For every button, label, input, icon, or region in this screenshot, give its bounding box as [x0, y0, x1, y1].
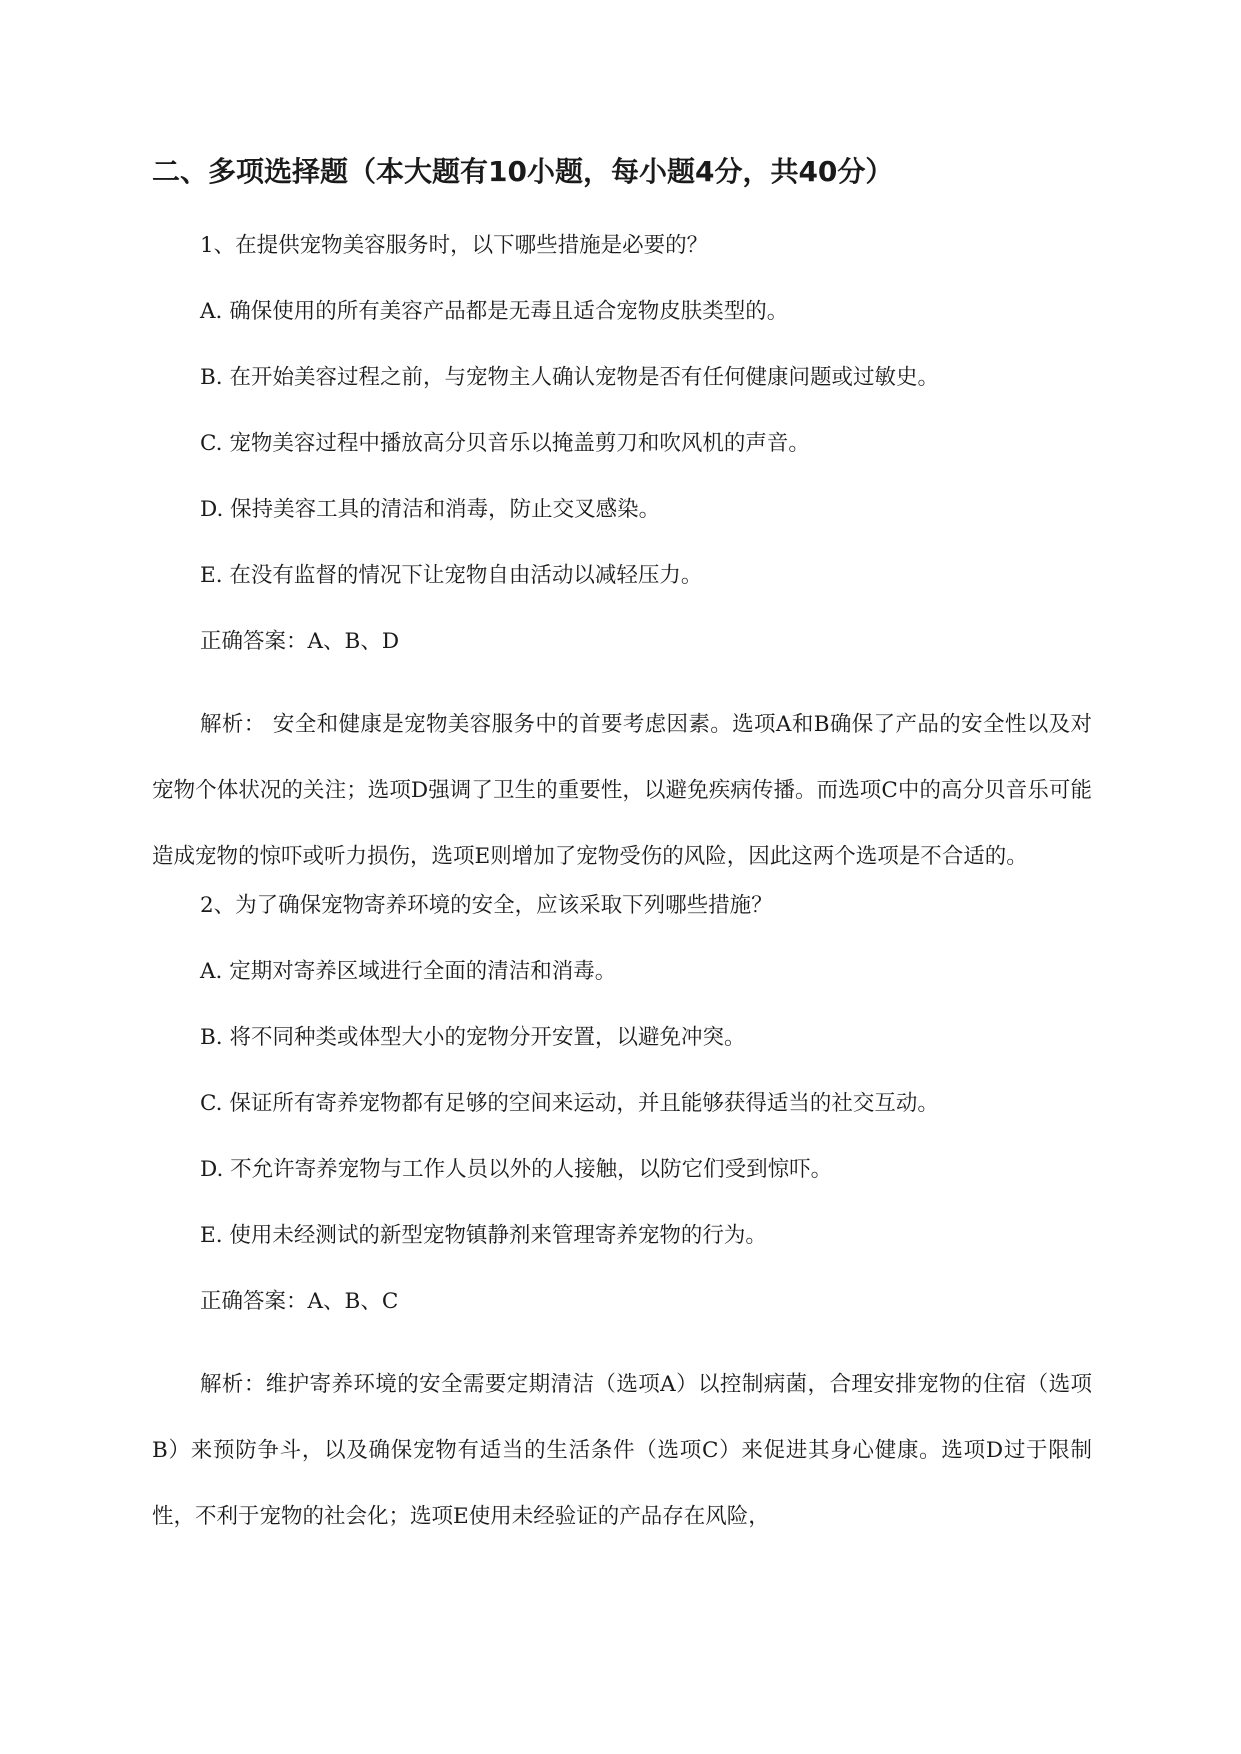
questions-content: [152, 230, 1092, 1550]
option-d: D. 保持美容工具的清洁和消毒，防止交叉感染。: [200, 497, 661, 522]
question-stem: 2、为了确保宠物寄养环境的安全，应该采取下列哪些措施？: [200, 893, 773, 918]
option-b: B. 在开始美容过程之前，与宠物主人确认宠物是否有任何健康问题或过敏史。: [200, 365, 939, 390]
option-e: E. 使用未经测试的新型宠物镇静剂来管理寄养宠物的行为。: [200, 1223, 767, 1248]
question-stem: 1、在提供宠物美容服务时，以下哪些措施是必要的？: [200, 233, 709, 258]
option-c: C. 宠物美容过程中播放高分贝音乐以掩盖剪刀和吹风机的声音。: [200, 431, 810, 456]
analysis: 解析：维护寄养环境的安全需要定期清洁（选项A）以控制病菌，合理安排宠物的住宿（选项B）来预防争斗，以及确保宠物有适当的生活条件（选项C）来促进其身心健康。选项D过于限制性，不利于宠物的社会化；选项E使用未经验证的产品存在风险，: [152, 1372, 1092, 1529]
option-b: B. 将不同种类或体型大小的宠物分开安置，以避免冲突。: [200, 1025, 746, 1050]
question-2: [152, 890, 1092, 1550]
correct-answer: 正确答案：A、B、C: [200, 1289, 399, 1314]
option-a: A. 定期对寄养区域进行全面的清洁和消毒。: [200, 959, 617, 984]
analysis: 解析： 安全和健康是宠物美容服务中的首要考虑因素。选项A和B确保了产品的安全性以及对宠物个体状况的关注；选项D强调了卫生的重要性，以避免疾病传播。而选项C中的高分贝音乐可能造成宠物的惊吓或听力损伤，选项E则增加了宠物受伤的风险，因此这两个选项是不合适的。: [152, 712, 1092, 869]
option-d: D. 不允许寄养宠物与工作人员以外的人接触，以防它们受到惊吓。: [200, 1157, 833, 1182]
correct-answer: 正确答案：A、B、D: [200, 629, 400, 654]
section-title: 二、多项选择题（本大题有10小题，每小题4分，共40分）: [152, 155, 894, 188]
question-1: [152, 230, 1092, 890]
option-c: C. 保证所有寄养宠物都有足够的空间来运动，并且能够获得适当的社交互动。: [200, 1091, 939, 1116]
option-a: A. 确保使用的所有美容产品都是无毒且适合宠物皮肤类型的。: [200, 299, 789, 324]
option-e: E. 在没有监督的情况下让宠物自由活动以减轻压力。: [200, 563, 703, 588]
